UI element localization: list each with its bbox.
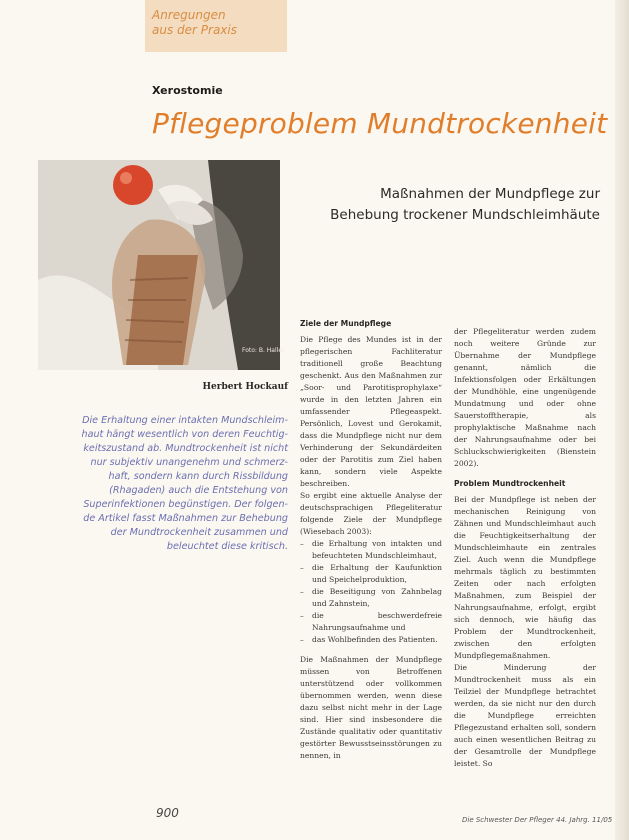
rubric-label: Xerostomie <box>152 84 223 97</box>
goals-list <box>300 538 442 646</box>
abstract-line: haut hängt wesentlich von deren Feuchtig- <box>81 429 288 440</box>
abstract-line: beleuchtet diese kritisch. <box>166 541 288 552</box>
list-item: – das Wohlbefinden des Patienten. <box>300 634 442 646</box>
photo-illustration <box>38 160 280 370</box>
abstract-line: nur subjektiv unangenehm und schmerz- <box>90 457 288 468</box>
paragraph: der Pflegeliteratur werden zudem noch weitere Gründe zur Übernahme der Mundpflege genannt, nämlich die Infektionsfolgen oder Erkältungen der Mundhöhle, eine ungenügende Mundatmung und oder ohne Sauerstofftherapie, als prophylaktische Maßnahme nach der Nahrungsaufnahme oder bei Schluckschwierigkeiten (Bienstein 2002). <box>454 327 596 468</box>
paragraph: Die Maßnahmen der Mundpflege müssen von Betroffenen unterstützend oder vollkommen übernommen werden, wenn diese dazu selbst nicht mehr in der Lage sind. Hier sind insbesondere die Zustände qualitativ oder quantitativ gestörter Bewusstseinsstörungen zu nennen, in <box>300 655 442 760</box>
spacer <box>300 646 442 654</box>
page-edge <box>615 0 629 840</box>
photo-credit: Foto: B. Haller <box>242 347 285 354</box>
abstract-line: (Rhagaden) auch die Entstehung von <box>109 485 288 496</box>
section-heading-problem: Problem Mundtrockenheit <box>454 479 566 488</box>
article-photo <box>38 160 280 370</box>
abstract-line: Superinfektionen begünstigen. Der folgen- <box>83 499 288 510</box>
abstract-line: Die Erhaltung einer intakten Mundschleim- <box>82 415 288 426</box>
paragraph: So ergibt eine aktuelle Analyse der deutschsprachigen Pflegeliteratur folgende Ziele der Mundpflege (Wiesebach 2003): <box>300 491 442 536</box>
body-column-1 <box>300 318 442 762</box>
spacer <box>454 470 596 478</box>
article-subtitle <box>300 184 600 226</box>
list-item: – die Beseitigung von Zahnbelag und Zahnstein, <box>300 586 442 610</box>
journal-footer: Die Schwester Der Pfleger 44. Jahrg. 11/05 <box>462 816 613 824</box>
abstract-line: de Artikel fasst Maßnahmen zur Behebung <box>83 513 288 524</box>
author-name: Herbert Hockauf <box>202 382 288 392</box>
section-header <box>152 8 237 38</box>
list-item: – die Erhaltung der Kaufunktion und Speichelproduktion, <box>300 562 442 586</box>
list-item: – die Erhaltung von intakten und befeuchteten Mundschleimhaut, <box>300 538 442 562</box>
page-number: 900 <box>156 806 179 820</box>
paragraph: Bei der Mundpflege ist neben der mechanischen Reinigung von Zähnen und Mundschleimhaut auch die Feuchtigkeitserhaltung der Mundschleimhaute ein zentrales Ziel. Auch wenn die Mundpflege mehrmals täglich zu bestimmten Zeiten oder nach erfolgten Maßnahmen, zum Beispiel der Nahrungsaufnahme, erfolgt, ergibt sich dennoch, wie häufig das Problem der Mundtrockenheit, zwischen den erfolgten Mundpflegemaßnahmen. <box>454 495 596 660</box>
paragraph: Die Minderung der Mundtrockenheit muss als ein Teilziel der Mundpflege betrachtet werden, da sie nicht nur den durch die Mundpflege erreichten Pflegezustand erhalten soll, sondern auch einen wesentlichen Beitrag zu der Gesamtrolle der Mundpflege leistet. So <box>454 663 596 768</box>
abstract-line: der Mundtrockenheit zusammen und <box>110 527 288 538</box>
section-heading-goals: Ziele der Mundpflege <box>300 319 392 328</box>
paragraph: Die Pflege des Mundes ist in der pflegerischen Fachliteratur traditionell große Beachtung geschenkt. Aus den Maßnahmen zur „Soor- und Parotitisprophylaxe“ wurde in den letzten Jahren ein umfassender Pflegeaspekt. Persönlich, Lovest und Gerokamit, dass die Mundpflege nicht nur dem Verhinderung der Sekundärdeiten oder der Parotitis zum Ziel haben kann, sondern viele Aspekte beschreiben. <box>300 335 442 488</box>
list-item: – die beschwerdefreie Nahrungsaufnahme und <box>300 610 442 634</box>
subtitle-line2: Behebung trockener Mundschleimhäute <box>330 207 600 223</box>
article-title: Pflegeproblem Mundtrockenheit <box>152 107 608 140</box>
subtitle-line1: Maßnahmen der Mundpflege zur <box>380 186 600 202</box>
section-header-line2: aus der Praxis <box>152 23 237 37</box>
section-header-line1: Anregungen <box>152 8 226 22</box>
abstract-line: keitszustand ab. Mundtrockenheit ist nicht <box>83 443 288 454</box>
article-abstract <box>44 414 288 554</box>
body-column-2 <box>454 326 596 770</box>
abstract-line: haft, sondern kann durch Rissbildung <box>108 471 288 482</box>
